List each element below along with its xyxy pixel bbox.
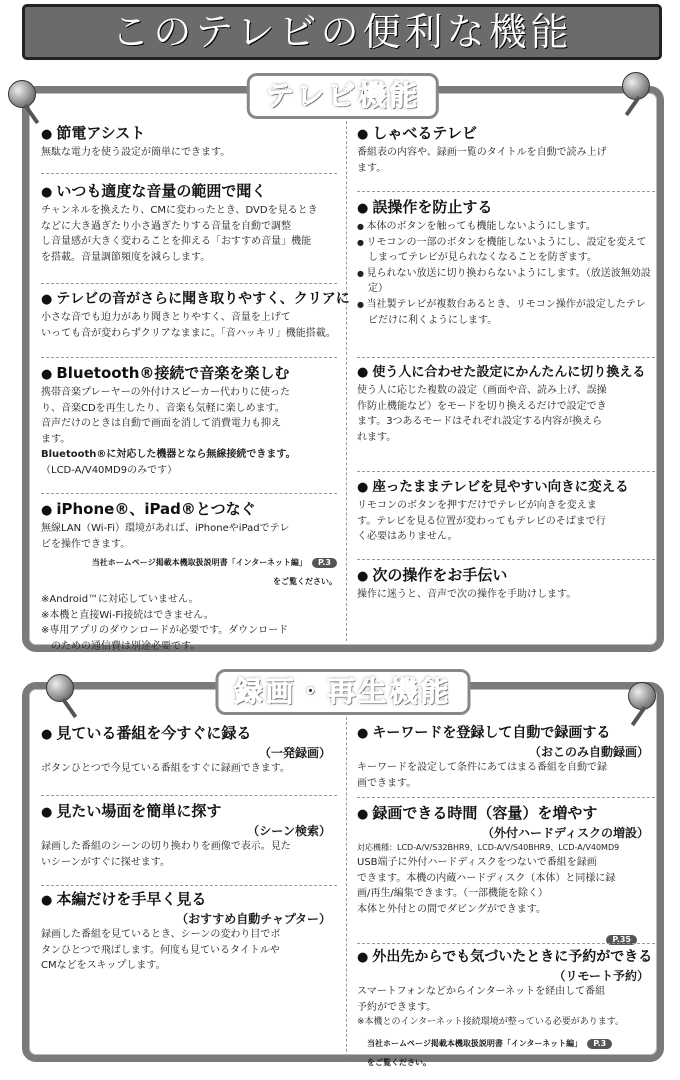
feature-heading: ● 録画できる時間（容量）を増やす bbox=[357, 803, 655, 825]
divider bbox=[357, 943, 655, 944]
feature-heading: ● 誤操作を防止する bbox=[357, 197, 655, 219]
feature-misoperation-prevention bbox=[357, 197, 655, 328]
bullet-item: ● 本体のボタンを触っても機能しないようにします。 bbox=[357, 219, 655, 235]
column-divider bbox=[346, 717, 347, 1057]
feature-body: 使う人に応じた複数の設定（画面や音、読み上げ、誤操 作防止機能など）をモードを切り換えるだけで設定でき ます。3つあるモードはそれぞれ設定する内容が換えら れます。 bbox=[357, 385, 607, 443]
note-line: ※本機とのインターネット接続環境が整っている必要があります。 bbox=[357, 1017, 625, 1028]
feature-heading: ● 本編だけを手早く見る bbox=[41, 889, 337, 911]
feature-external-hdd bbox=[357, 803, 655, 944]
feature-clear-sound bbox=[41, 289, 350, 341]
feature-body: チャンネルを換えたり、CMに変わったとき、DVDを見るとき などに大き過ぎたり小さ過ぎたりする音量を自動で調整 し音量感が大きく変わることを抑える「おすすめ音量」機能 を搭載。音量調節頻度を減らします。 bbox=[41, 205, 318, 263]
feature-subtitle: （一発録画） bbox=[258, 746, 331, 760]
manual-reference-tail: をご覧ください。 bbox=[273, 577, 337, 587]
feature-body: ボタンひとつで今見ている番組をすぐに録画できます。 bbox=[41, 763, 290, 774]
bullet-item: ● 当社製テレビが複数台あるとき、リモコン操作が設定したテレビだけに利くようにします。 bbox=[357, 297, 655, 328]
divider bbox=[41, 795, 337, 796]
feature-body: 操作に迷うと、音声で次の操作を手助けします。 bbox=[357, 589, 577, 600]
feature-model-note: （LCD-A/V40MD9のみです） bbox=[41, 464, 178, 476]
feature-heading: ● iPhone®、iPad®とつなぐ bbox=[41, 499, 337, 521]
feature-subtitle: （外付ハードディスクの増設） bbox=[481, 826, 649, 840]
page-badge: P.35 bbox=[606, 935, 637, 945]
feature-body: キーワードを設定して条件にあてはまる番組を自動で録 画できます。 bbox=[357, 762, 607, 789]
feature-heading: ● 座ったままテレビを見やすい向きに変える bbox=[357, 477, 655, 498]
feature-body: リモコンのボタンを押すだけでテレビが向きを変えま す。テレビを見る位置が変わってもテレビのそばまで行 く必要はありません。 bbox=[357, 500, 606, 543]
feature-heading: ● 見たい場面を簡単に探す bbox=[41, 801, 337, 823]
pushpin-icon bbox=[46, 674, 74, 702]
note-line: ※本機と直接Wi-Fi接続はできません。 bbox=[41, 609, 214, 621]
feature-remote-booking bbox=[357, 947, 655, 1069]
divider bbox=[41, 357, 337, 358]
divider bbox=[41, 493, 337, 494]
divider bbox=[357, 191, 655, 192]
feature-keyword-rec bbox=[357, 723, 655, 791]
feature-body: 無駄な電力を使う設定が簡単にできます。 bbox=[41, 147, 231, 158]
feature-operation-help bbox=[357, 565, 655, 603]
divider bbox=[41, 283, 337, 284]
pushpin-icon bbox=[622, 72, 650, 100]
feature-heading: ● 次の操作をお手伝い bbox=[357, 565, 655, 587]
tv-features-panel bbox=[22, 79, 664, 652]
feature-subtitle: （おこのみ自動録画） bbox=[528, 745, 649, 759]
feature-bold-note: Bluetooth®に対応した機器となら無線接続できます。 bbox=[41, 449, 296, 461]
feature-heading: ● 使う人に合わせた設定にかんたんに切り換える bbox=[357, 363, 655, 383]
feature-body: スマートフォンなどからインターネットを経由して番組 予約ができます。 bbox=[357, 986, 606, 1013]
feature-heading: ● しゃべるテレビ bbox=[357, 123, 655, 145]
feature-heading: ● キーワードを登録して自動で録画する bbox=[357, 723, 655, 744]
pushpin-icon bbox=[8, 80, 36, 108]
supported-models: 対応機種：LCD-A/V/S32BHR9、LCD-A/V/S40BHR9、LCD-A/V40MD9 bbox=[357, 843, 620, 852]
feature-iphone-ipad bbox=[41, 499, 337, 655]
divider bbox=[357, 797, 655, 798]
feature-body: 番組表の内容や、録画一覧のタイトルを自動で読み上げ ます。 bbox=[357, 147, 607, 174]
bullet-item: ● 見られない放送に切り換わらないようにします。（放送波無効設定） bbox=[357, 266, 655, 297]
feature-heading: ● Bluetooth®接続で音楽を楽しむ bbox=[41, 363, 337, 385]
feature-volume-range bbox=[41, 181, 337, 265]
pushpin-icon bbox=[628, 682, 656, 710]
divider bbox=[357, 357, 655, 358]
feature-bluetooth bbox=[41, 363, 337, 479]
feature-talking-tv bbox=[357, 123, 655, 176]
note-line: ※Android™に対応していません。 bbox=[41, 594, 199, 606]
tv-panel-title: テレビ機能 bbox=[247, 73, 439, 119]
feature-subtitle: （シーン検索） bbox=[247, 824, 331, 838]
feature-body: 小さな音でも迫力があり聞きとりやすく、音量を上げて いっても音が変わらずクリアなままに。「音ハッキリ」機能搭載。 bbox=[41, 312, 336, 339]
feature-body: 携帯音楽プレーヤーの外付けスピーカー代わりに使った り、音楽CDを再生したり、音楽も気軽に楽しめます。 音声だけのときは自動で画面を消して消費電力も抑え ます。 bbox=[41, 387, 290, 445]
feature-heading: ● いつも適度な音量の範囲で聞く bbox=[41, 181, 337, 203]
note-line: ※専用アプリのダウンロードが必要です。ダウンロード bbox=[41, 625, 289, 637]
column-divider bbox=[346, 121, 347, 641]
feature-subtitle: （リモート予約） bbox=[553, 969, 649, 983]
feature-heading: ● 見ている番組を今すぐに録る bbox=[41, 723, 337, 745]
divider bbox=[357, 559, 655, 560]
feature-bullets bbox=[357, 219, 655, 328]
divider bbox=[357, 471, 655, 472]
feature-body: 録画した番組のシーンの切り換わりを画像で表示。見た いシーンがすぐに探せます。 bbox=[41, 841, 291, 868]
feature-user-settings bbox=[357, 363, 655, 445]
feature-one-touch-rec bbox=[41, 723, 337, 777]
manual-reference-tail: をご覧ください。 bbox=[367, 1057, 431, 1067]
bullet-item: ● リモコンの一部のボタンを機能しないようにし、設定を変えてしまってテレビが見られなくなることを防ぎます。 bbox=[357, 235, 655, 266]
feature-body: 無線LAN（Wi-Fi）環境があれば、iPhoneやiPadでテレ ビを操作できます。 bbox=[41, 523, 290, 550]
page-badge: P.3 bbox=[312, 558, 337, 568]
feature-subtitle: （おすすめ自動チャプター） bbox=[176, 912, 331, 926]
feature-power-assist bbox=[41, 123, 337, 161]
feature-auto-chapter bbox=[41, 889, 337, 974]
manual-reference: 当社ホームページ掲載本機取扱説明書「インターネット編」 bbox=[367, 1038, 583, 1048]
page-badge: P.3 bbox=[587, 1039, 612, 1049]
manual-reference: 当社ホームページ掲載本機取扱説明書「インターネット編」 bbox=[91, 558, 307, 568]
note-line: のための通信費は別途必要です。 bbox=[41, 640, 201, 652]
page-title: このテレビの便利な機能 bbox=[22, 4, 662, 60]
rec-panel-title: 録画・再生機能 bbox=[215, 669, 470, 715]
feature-heading: ● テレビの音がさらに聞き取りやすく、クリアに bbox=[41, 289, 337, 310]
feature-scene-search bbox=[41, 801, 337, 870]
feature-body: USB端子に外付ハードディスクをつないで番組を録画 できます。本機の内蔵ハードディスク（本体）と同様に録 画/再生/編集できます。（一部機能を除く） 本体と外付との間でダビングができます。 bbox=[357, 857, 616, 915]
divider bbox=[41, 173, 337, 174]
feature-swivel bbox=[357, 477, 655, 545]
feature-body: 録画した番組を見ているとき、シーンの変わり目でボ タンひとつで飛ばします。何度も見ているタイトルや CMなどをスキップします。 bbox=[41, 929, 281, 972]
feature-heading: ● 節電アシスト bbox=[41, 123, 337, 145]
recording-features-panel bbox=[22, 675, 664, 1067]
feature-heading: ● 外出先からでも気づいたときに予約ができる bbox=[357, 947, 655, 968]
divider bbox=[41, 885, 337, 886]
